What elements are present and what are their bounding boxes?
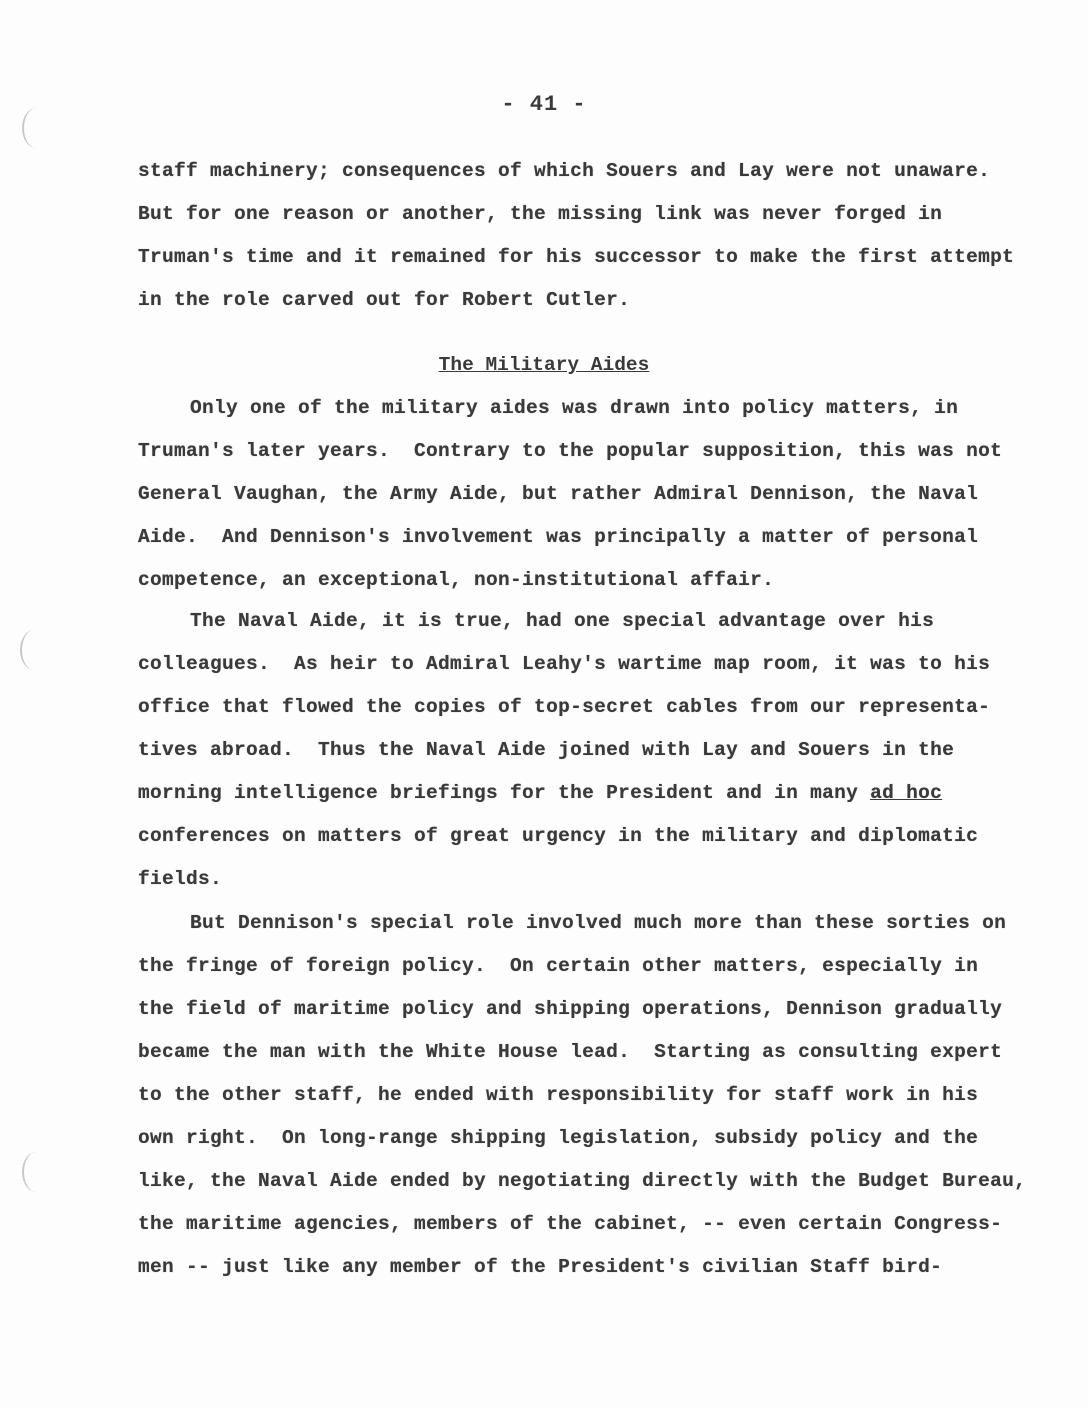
text-line: like, the Naval Aide ended by negotiating directly with the Budget Bureau, [138, 1170, 1027, 1192]
text-line: Truman's later years. Contrary to the popular supposition, this was not [138, 440, 1003, 462]
text-line: But Dennison's special role involved much more than these sorties on [190, 912, 1007, 934]
text-line: men -- just like any member of the President's civilian Staff bird- [138, 1256, 943, 1278]
text-segment: morning intelligence briefings for the President and in many [138, 782, 871, 804]
text-line [138, 784, 942, 804]
punch-hole-mark [20, 630, 48, 670]
text-line: Only one of the military aides was drawn into policy matters, in [190, 397, 959, 419]
text-line: the fringe of foreign policy. On certain other matters, especially in [138, 955, 979, 977]
punch-hole-mark [22, 1152, 50, 1192]
text-line: Truman's time and it remained for his successor to make the first attempt [138, 246, 1015, 268]
text-line: conferences on matters of great urgency in the military and diplomatic [138, 825, 979, 847]
text-line: colleagues. As heir to Admiral Leahy's wartime map room, it was to his [138, 653, 991, 675]
latin-phrase: ad hoc [870, 782, 943, 804]
text-line: fields. [138, 868, 223, 890]
text-line: Aide. And Dennison's involvement was principally a matter of personal [138, 526, 979, 548]
text-line: staff machinery; consequences of which Souers and Lay were not unaware. [138, 160, 991, 182]
text-line: office that flowed the copies of top-secret cables from our representa- [138, 696, 991, 718]
page-number: - 41 - [501, 92, 587, 117]
text-line: The Naval Aide, it is true, had one special advantage over his [190, 610, 935, 632]
text-line: But for one reason or another, the missing link was never forged in [138, 203, 943, 225]
text-line: General Vaughan, the Army Aide, but rather Admiral Dennison, the Naval [138, 483, 979, 505]
text-line: to the other staff, he ended with responsibility for staff work in his [138, 1084, 979, 1106]
text-line: the field of maritime policy and shipping operations, Dennison gradually [138, 998, 1003, 1020]
text-line: tives abroad. Thus the Naval Aide joined with Lay and Souers in the [138, 739, 955, 761]
text-line: the maritime agencies, members of the cabinet, -- even certain Congress- [138, 1213, 1003, 1235]
text-line: became the man with the White House lead. Starting as consulting expert [138, 1041, 1003, 1063]
text-line: own right. On long-range shipping legislation, subsidy policy and the [138, 1127, 979, 1149]
text-line: in the role carved out for Robert Cutler. [138, 289, 631, 311]
section-heading: The Military Aides [438, 354, 650, 376]
text-line: competence, an exceptional, non-institutional affair. [138, 569, 775, 591]
